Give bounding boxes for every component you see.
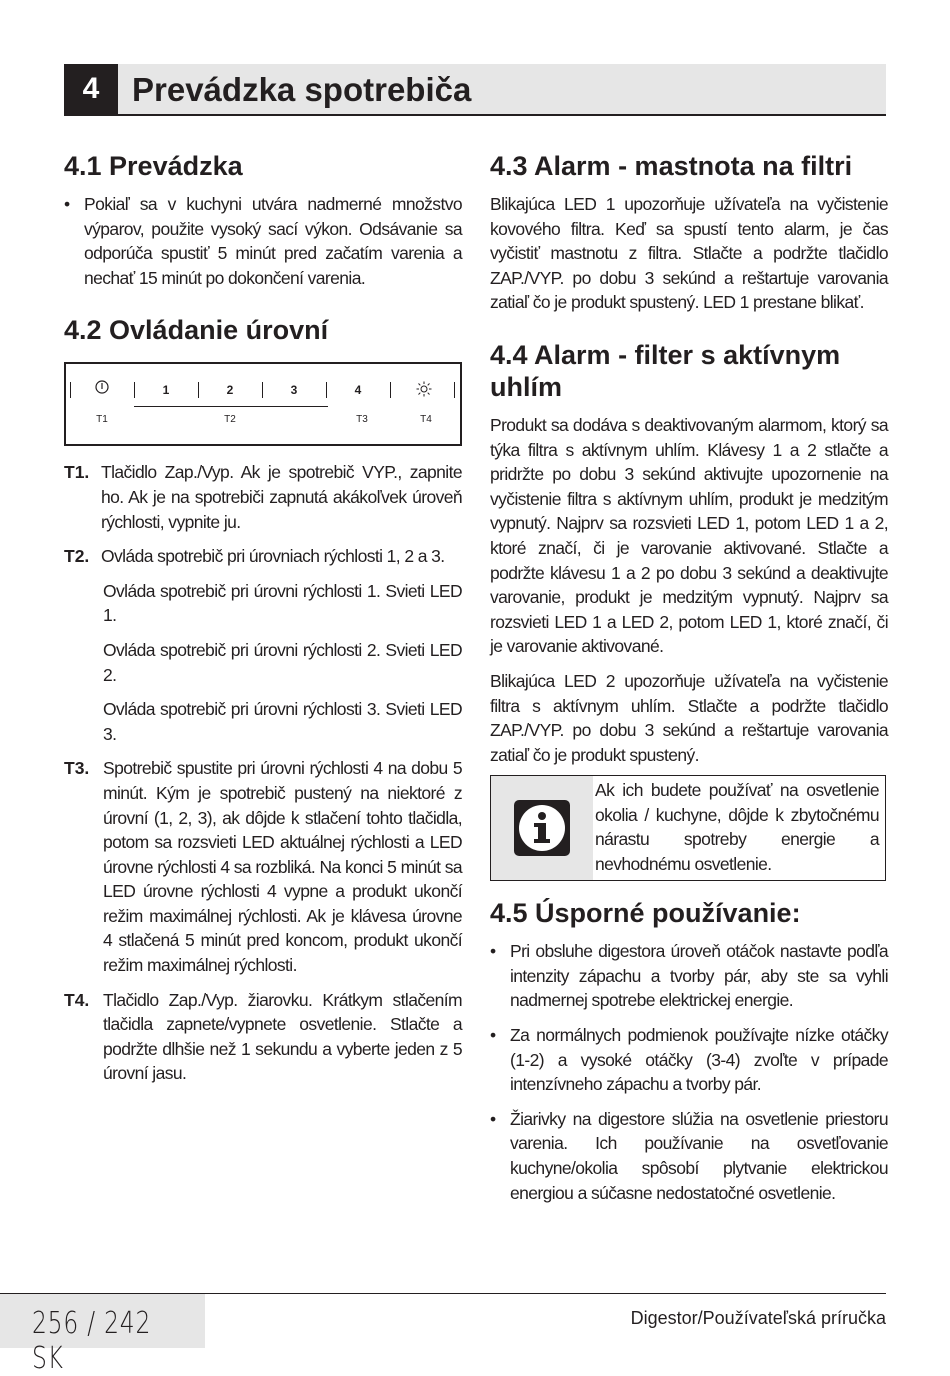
control-panel-diagram [64, 362, 462, 446]
list-item: • Za normálnych podmienok používajte nízke otáčky (1-2) a vysoké otáčky (3-4) zvoľte v prípade intenzívneho zápachu a tvorby pár. [490, 1023, 888, 1097]
section-4-2 [64, 314, 462, 1086]
label-t2: T2 [224, 414, 236, 426]
t2-key: T2. [64, 546, 90, 567]
section-4-4 [490, 339, 888, 881]
divider [454, 382, 455, 398]
section-title: 4.1 Prevádzka [64, 151, 243, 181]
t4-item [64, 988, 462, 1086]
speed-2-button: 2 [226, 383, 234, 398]
t2-sub-2: Ovláda spotrebič pri úrovni rýchlosti 2. Svieti LED 2. [103, 639, 462, 685]
info-icon [491, 776, 593, 880]
paragraph: Produkt sa dodáva s deaktivovaným alarmom, ktorý sa týka filtra s aktívnym uhlím. Klávesy 1 a 2 stlačte a pridržte po dobu 3 sekúnd aktivujte upozornenie na vyčistenie filtra s aktívnym uhlím, produkt je medzitým vypnutý. Najprv sa rozsvieti LED 1, potom LED 1 a 2, ktoré značí, či je varovanie aktivované. Stlačte a podržte klávesu 1 a 2 po dobu 3 sekúnd a deaktivujte varovanie, produkt je medzitým vypnutý. Najprv sa rozsvieti LED 1 a LED 2, potom LED 1, ktoré značí, či je varovanie aktivované. [490, 414, 888, 657]
chapter-number: 4 [64, 64, 118, 114]
speed-3-button: 3 [290, 383, 298, 398]
group-line [134, 406, 328, 407]
light-icon [414, 381, 434, 401]
divider [326, 382, 327, 398]
divider [70, 382, 71, 398]
bullet-list [64, 192, 462, 290]
t4-key: T4. [64, 989, 90, 1010]
divider [134, 382, 135, 398]
label-t1: T1 [96, 414, 108, 426]
speed-4-button: 4 [354, 383, 362, 398]
section-title: 4.4 Alarm - filter s aktívnym uhlím [490, 339, 841, 402]
divider [198, 382, 199, 398]
section-title: 4.5 Úsporné používanie: [490, 898, 801, 929]
footer-page-number-box [0, 1294, 205, 1376]
chapter-title: Prevádzka spotrebiča [132, 71, 472, 108]
section-title: 4.2 Ovládanie úrovní [64, 315, 329, 346]
section-4-3 [490, 150, 888, 315]
left-column [64, 150, 462, 1096]
speed-1-button: 1 [162, 383, 170, 398]
paragraph: Blikajúca LED 1 upozorňuje užívateľa na vyčistenie kovového filtra. Keď sa spustí tento alarm, je čas vyčistiť mastnotu z filtra. Stlačte a podržte tlačidlo ZAP./VYP. po dobu 3 sekúnd a reštartuje varovania zatiaľ čo je produkt spustený. LED 1 prestane blikať. [490, 194, 888, 313]
right-column [490, 150, 888, 1205]
page-number: 256 / 242 SK [32, 1306, 152, 1376]
t2-sub-1: Ovláda spotrebič pri úrovni rýchlosti 1. Svieti LED 1. [103, 580, 462, 626]
t1-text: Tlačidlo Zap./Vyp. Ak je spotrebič VYP., zapnite ho. Ak je na spotrebiči zapnutá akákoľvek úroveň rýchlosti, vypnite ju. [101, 462, 462, 532]
power-icon [92, 379, 112, 399]
footer-title: Digestor/Používateľská príručka [630, 1308, 886, 1328]
t4-text: Tlačidlo Zap./Vyp. žiarovku. Krátkym stlačením tlačidla zapnete/vypnete osvetlenie. Stlačte a podržte dlhšie než 1 sekundu a vyberte jeden z 5 úrovní jasu. [103, 989, 462, 1084]
t1-item [64, 460, 462, 534]
section-4-5 [490, 897, 888, 1205]
t3-text: Spotrebič spustite pri úrovni rýchlosti 4 na dobu 5 minút. Kým je spotrebič pustený na niektoré z úrovní (1, 2, 3), ak dôjde k stlačení tohto tlačidla, potom sa rozsvieti LED aktuálnej rýchlosti a LED úrovne rýchlosti 4 sa rozbliká. Na konci 5 minút sa LED úrovne rýchlosti 4 vypne a produkt ukončí režim maximálnej rýchlosti. Ak je klávesa úrovne 4 stlačená 5 minút pred koncom, produkt ukončí režim maximálnej rýchlosti. [103, 758, 462, 976]
t2-sub-3: Ovláda spotrebič pri úrovni rýchlosti 3. Svieti LED 3. [103, 699, 462, 744]
list-item: • Pokiaľ sa v kuchyni utvára nadmerné množstvo výparov, použite vysoký sací výkon. Odsávanie sa odporúča spustiť 5 minút pred začatím varenia a nechať 15 minút po dokončení varenia. [64, 192, 462, 290]
bullet-list [490, 939, 888, 1205]
t1-key: T1. [64, 462, 90, 483]
label-t4: T4 [420, 414, 432, 426]
t3-item [64, 756, 462, 977]
section-title: 4.3 Alarm - mastnota na filtri [490, 151, 853, 181]
info-box [490, 775, 886, 881]
button-descriptions [64, 460, 462, 1086]
divider [390, 382, 391, 398]
paragraph: Blikajúca LED 2 upozorňuje užívateľa na vyčistenie filtra s aktívnym uhlím. Stlačte a podržte tlačidlo ZAP./VYP. po dobu 3 sekúnd a reštartuje varovania zatiaľ čo je produkt spustený. [490, 670, 888, 765]
label-t3: T3 [356, 414, 368, 426]
info-text: Ak ich budete používať na osvetlenie okolia / kuchyne, dôjde k zbytočnému nárastu spotreby energie a nevhodnému osvetlenie. [595, 780, 879, 875]
t3-key: T3. [64, 758, 90, 779]
divider [262, 382, 263, 398]
chapter-header [64, 64, 886, 116]
section-4-1 [64, 150, 462, 290]
t2-text: Ovláda spotrebič pri úrovniach rýchlosti 1, 2 a 3. [101, 546, 445, 567]
list-item: • Pri obsluhe digestora úroveň otáčok nastavte podľa intenzity zápachu a tvorby pár, aby ste sa vyhli nadmernej spotrebe elektrickej energie. [490, 939, 888, 1013]
t2-item [64, 544, 462, 569]
list-item: • Žiarivky na digestore slúžia na osvetlenie priestoru varenia. Ich používanie na osvetľovanie kuchyne/okolia spôsobí plytvanie elektrickou energiou a súčasne nedostatočné osvetlenie. [490, 1107, 888, 1205]
